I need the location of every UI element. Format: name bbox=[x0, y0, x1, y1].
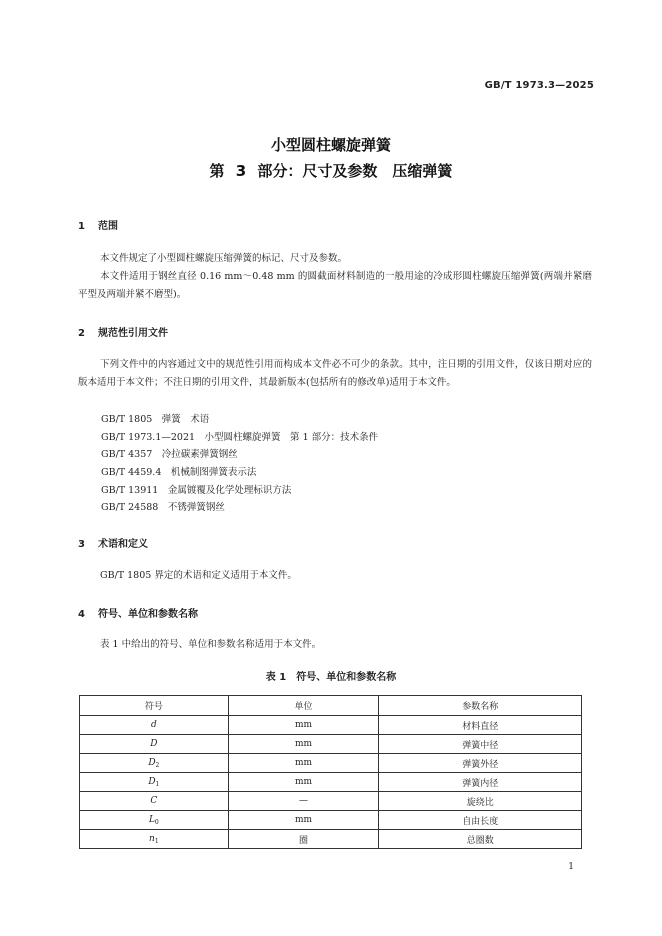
unit-cell: mm bbox=[228, 716, 379, 735]
section-title: 符号、单位和参数名称 bbox=[98, 609, 198, 620]
param-name-cell: 弹簧内径 bbox=[379, 773, 582, 792]
symbol-cell bbox=[80, 773, 229, 792]
symbol-cell bbox=[80, 792, 229, 811]
standard-code: GB/T 1973.3—2025 bbox=[484, 80, 594, 91]
symbol-cell bbox=[80, 811, 229, 830]
page-number: 1 bbox=[568, 862, 574, 872]
symbol-cell bbox=[80, 735, 229, 754]
header-cell: 单位 bbox=[228, 696, 379, 716]
table-row bbox=[80, 773, 582, 792]
header-cell: 符号 bbox=[80, 696, 229, 716]
param-name-cell: 总圈数 bbox=[379, 830, 582, 849]
reference-item: GB/T 13911 金属镀覆及化学处理标识方法 bbox=[101, 485, 292, 496]
paragraph: GB/T 1805 界定的术语和定义适用于本文件。 bbox=[100, 570, 297, 581]
reference-item: GB/T 1805 弹簧 术语 bbox=[101, 414, 210, 425]
table-caption: 表 1 符号、单位和参数名称 bbox=[265, 672, 397, 683]
section-heading bbox=[78, 217, 118, 232]
unit-cell: mm bbox=[228, 735, 379, 754]
param-name-cell: 弹簧外径 bbox=[379, 754, 582, 773]
table-header-row bbox=[80, 696, 582, 716]
unit-cell: mm bbox=[228, 754, 379, 773]
paragraph: 本文件规定了小型圆柱螺旋压缩弹簧的标记、尺寸及参数。 bbox=[100, 253, 348, 264]
section-title: 规范性引用文件 bbox=[98, 328, 168, 339]
param-name-cell: 弹簧中径 bbox=[379, 735, 582, 754]
table-row bbox=[80, 735, 582, 754]
symbol: L bbox=[148, 814, 155, 825]
symbol-subscript: 2 bbox=[155, 761, 160, 769]
table-row bbox=[80, 754, 582, 773]
section-heading bbox=[78, 605, 198, 620]
header-cell: 参数名称 bbox=[379, 696, 582, 716]
unit-cell: mm bbox=[228, 811, 379, 830]
section-heading bbox=[78, 535, 148, 550]
section-number: 3 bbox=[78, 539, 85, 550]
paragraph: 本文件适用于钢丝直径 0.16 mm～0.48 mm 的圆截面材料制造的一般用途的冷成形圆柱螺旋压缩弹簧(两端并紧磨平型及两端并紧不磨型)。 bbox=[78, 271, 592, 300]
paragraph: 下列文件中的内容通过文中的规范性引用而构成本文件必不可少的条款。其中，注日期的引用文件，仅该日期对应的版本适用于本文件；不注日期的引用文件，其最新版本(包括所有的修改单)适用于本文件。 bbox=[78, 359, 592, 388]
section-title: 术语和定义 bbox=[98, 539, 148, 550]
symbol-cell bbox=[80, 754, 229, 773]
document-subtitle: 第 3 部分：尺寸及参数 压缩弹簧 bbox=[209, 162, 453, 180]
section-number: 4 bbox=[78, 609, 85, 620]
param-name-cell: 自由长度 bbox=[379, 811, 582, 830]
paragraph: 表 1 中给出的符号、单位和参数名称适用于本文件。 bbox=[100, 639, 322, 650]
reference-item: GB/T 24588 不锈弹簧钢丝 bbox=[101, 502, 225, 513]
symbol-cell bbox=[80, 830, 229, 849]
section-number: 1 bbox=[78, 221, 85, 232]
symbol: D bbox=[150, 738, 158, 749]
symbol: n bbox=[149, 833, 155, 844]
document-title: 小型圆柱螺旋弹簧 bbox=[270, 136, 391, 154]
unit-cell: 圈 bbox=[228, 830, 379, 849]
symbol-subscript: 1 bbox=[155, 780, 160, 788]
table-row bbox=[80, 811, 582, 830]
unit-cell: — bbox=[228, 792, 379, 811]
param-name-cell: 旋绕比 bbox=[379, 792, 582, 811]
section-heading bbox=[78, 324, 168, 339]
symbol: C bbox=[150, 795, 158, 806]
symbol: D bbox=[148, 776, 156, 787]
symbol: d bbox=[150, 719, 157, 730]
reference-item: GB/T 4459.4 机械制图弹簧表示法 bbox=[101, 467, 257, 478]
symbols-table bbox=[79, 695, 582, 849]
symbol-cell bbox=[80, 716, 229, 735]
symbol: D bbox=[148, 757, 156, 768]
symbol-subscript: 1 bbox=[154, 837, 159, 845]
reference-item: GB/T 1973.1—2021 小型圆柱螺旋弹簧 第 1 部分：技术条件 bbox=[101, 432, 379, 443]
param-name-cell: 材料直径 bbox=[379, 716, 582, 735]
section-title: 范围 bbox=[98, 221, 118, 232]
table-body bbox=[80, 716, 582, 849]
symbol-subscript: 0 bbox=[154, 818, 159, 826]
table-row bbox=[80, 716, 582, 735]
unit-cell: mm bbox=[228, 773, 379, 792]
table-row bbox=[80, 792, 582, 811]
section-number: 2 bbox=[78, 328, 85, 339]
table-row bbox=[80, 830, 582, 849]
reference-item: GB/T 4357 冷拉碳素弹簧钢丝 bbox=[101, 449, 238, 460]
